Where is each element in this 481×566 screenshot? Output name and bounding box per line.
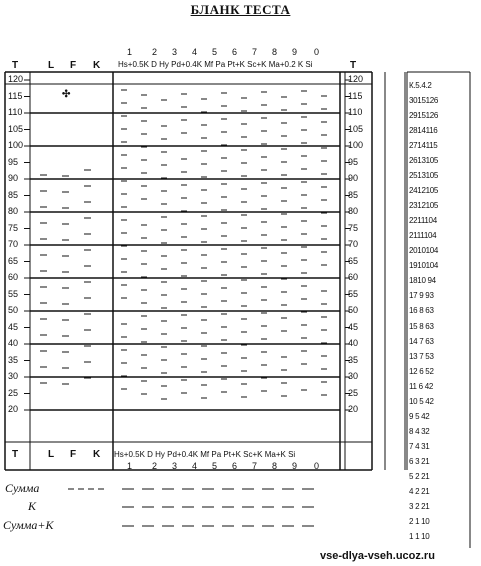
t-scale-label-115: 115 <box>8 90 23 101</box>
right-t-scale-label-50: 50 <box>348 305 359 315</box>
bottom-header-K: K <box>93 449 101 460</box>
right-t-scale-label-70: 70 <box>348 239 359 249</box>
right-t-scale-label-35: 35 <box>348 354 359 365</box>
left-header-F: F <box>70 60 77 71</box>
bottom-number-9: 9 <box>292 461 298 471</box>
ornament-icon: ✣ <box>62 89 71 100</box>
top-number-6: 6 <box>232 47 238 57</box>
code-row-5: 2613105 <box>409 156 439 166</box>
code-row-7: 2412105 <box>409 186 439 196</box>
top-number-7: 7 <box>252 47 258 57</box>
code-row-9: 2211104 <box>409 216 437 226</box>
code-row-20: 11 6 42 <box>409 381 433 391</box>
right-t-scale-label-100: 100 <box>348 140 364 150</box>
code-row-2: 2915126 <box>409 111 439 121</box>
bottom-header-L: L <box>48 449 55 460</box>
code-row-13: 1810 94 <box>409 276 436 286</box>
bottom-number-8: 8 <box>272 461 278 471</box>
t-scale-label-25: 25 <box>8 387 19 398</box>
code-row-6: 2513105 <box>409 171 439 181</box>
bottom-number-4: 4 <box>192 461 198 471</box>
t-scale-label-90: 90 <box>8 173 19 183</box>
code-row-25: 6 3 21 <box>409 456 430 466</box>
t-scale-label-80: 80 <box>8 206 19 216</box>
right-t-scale-label-110: 110 <box>348 107 363 117</box>
top-number-2: 2 <box>152 47 158 57</box>
bottom-header-F: F <box>70 449 77 460</box>
t-scale-label-75: 75 <box>8 222 19 233</box>
t-scale-label-55: 55 <box>8 288 19 299</box>
right-t-scale-label-60: 60 <box>348 272 359 282</box>
code-row-14: 17 9 93 <box>409 291 434 301</box>
form-title: БЛАНК ТЕСТА <box>190 2 291 17</box>
code-row-23: 8 4 32 <box>409 426 430 436</box>
top-number-4: 4 <box>192 47 198 57</box>
top-number-3: 3 <box>172 47 178 57</box>
bottom-number-1: 1 <box>127 461 133 471</box>
bottom-number-3: 3 <box>172 461 178 471</box>
code-row-24: 7 4 31 <box>409 441 430 451</box>
bottom-number-7: 7 <box>252 461 258 471</box>
top-number-0: 0 <box>314 47 320 57</box>
t-scale-label-30: 30 <box>8 371 19 381</box>
t-scale-label-65: 65 <box>8 255 19 266</box>
right-t-scale-label-75: 75 <box>348 222 359 233</box>
code-row-12: 1910104 <box>409 261 439 271</box>
right-t-scale-label-80: 80 <box>348 206 359 216</box>
code-row-28: 3 2 21 <box>409 501 430 511</box>
right-t-scale-label-120: 120 <box>348 74 364 84</box>
code-row-21: 10 5 42 <box>409 396 434 406</box>
t-scale-label-85: 85 <box>8 189 19 200</box>
top-number-1: 1 <box>127 47 133 57</box>
right-t-scale-label-20: 20 <box>348 404 359 414</box>
right-t-scale-label-90: 90 <box>348 173 359 183</box>
right-t-scale-label-55: 55 <box>348 288 359 299</box>
bottom-scale-header: Hs+0.5K D Hy Pd+0.4K Mf Pa Pt+K Sc+K Ma+K Si <box>114 450 296 459</box>
t-scale-label-120: 120 <box>8 74 24 84</box>
right-t-scale-label-30: 30 <box>348 371 359 381</box>
code-row-1: 3015126 <box>409 96 439 106</box>
code-row-27: 4 2 21 <box>409 486 430 496</box>
top-number-5: 5 <box>212 47 218 57</box>
t-scale-label-45: 45 <box>8 321 19 332</box>
bottom-number-5: 5 <box>212 461 218 471</box>
right-t-scale-label-115: 115 <box>348 90 363 101</box>
code-row-26: 5 2 21 <box>409 471 430 481</box>
t-scale-label-50: 50 <box>8 305 19 315</box>
right-t-scale-label-45: 45 <box>348 321 359 332</box>
code-row-4: 2714115 <box>409 141 438 151</box>
right-t-scale-label-65: 65 <box>348 255 359 266</box>
t-scale-label-40: 40 <box>8 338 19 348</box>
left-header-L: L <box>48 60 55 71</box>
code-row-19: 12 6 52 <box>409 366 434 376</box>
code-row-3: 2814116 <box>409 126 438 136</box>
bottom-number-2: 2 <box>152 461 158 471</box>
right-t-scale-label-25: 25 <box>348 387 359 398</box>
code-row-29: 2 1 10 <box>409 516 430 526</box>
t-scale-label-35: 35 <box>8 354 19 365</box>
left-header-K: K <box>93 60 101 71</box>
top-number-9: 9 <box>292 47 298 57</box>
t-scale-label-105: 105 <box>8 123 24 134</box>
code-row-22: 9 5 42 <box>409 411 430 421</box>
code-row-0: К.5.4.2 <box>409 81 432 90</box>
watermark-text: vse-dlya-vseh.ucoz.ru <box>320 550 435 562</box>
bottom-number-6: 6 <box>232 461 238 471</box>
code-row-11: 2010104 <box>409 246 439 256</box>
k-label: К <box>28 499 36 513</box>
right-header-T: T <box>350 60 357 71</box>
t-scale-label-110: 110 <box>8 107 23 117</box>
code-row-15: 16 8 63 <box>409 306 434 316</box>
right-t-scale-label-95: 95 <box>348 156 359 167</box>
t-scale-label-95: 95 <box>8 156 19 167</box>
right-t-scale-label-85: 85 <box>348 189 359 200</box>
sum-plus-k-label: Сумма+К <box>3 518 54 532</box>
code-row-16: 15 8 63 <box>409 321 434 331</box>
t-scale-label-70: 70 <box>8 239 19 249</box>
sum-label: Сумма <box>5 481 40 495</box>
code-row-18: 13 7 53 <box>409 351 434 361</box>
code-row-17: 14 7 63 <box>409 336 434 346</box>
code-row-8: 2312105 <box>409 201 439 211</box>
right-t-scale-label-40: 40 <box>348 338 359 348</box>
scale-header: Hs+0.5K D Hy Pd+0.4K Mf Pa Pt+K Sc+K Ma+0.2 K Si <box>118 60 313 69</box>
code-row-30: 1 1 10 <box>409 531 430 541</box>
code-row-10: 2111104 <box>409 231 437 241</box>
t-scale-label-20: 20 <box>8 404 19 414</box>
t-scale-label-100: 100 <box>8 140 24 150</box>
top-number-8: 8 <box>272 47 278 57</box>
left-header-T: T <box>12 60 19 71</box>
bottom-header-T: T <box>12 449 19 460</box>
bottom-number-0: 0 <box>314 461 320 471</box>
right-t-scale-label-105: 105 <box>348 123 364 134</box>
t-scale-label-60: 60 <box>8 272 19 282</box>
